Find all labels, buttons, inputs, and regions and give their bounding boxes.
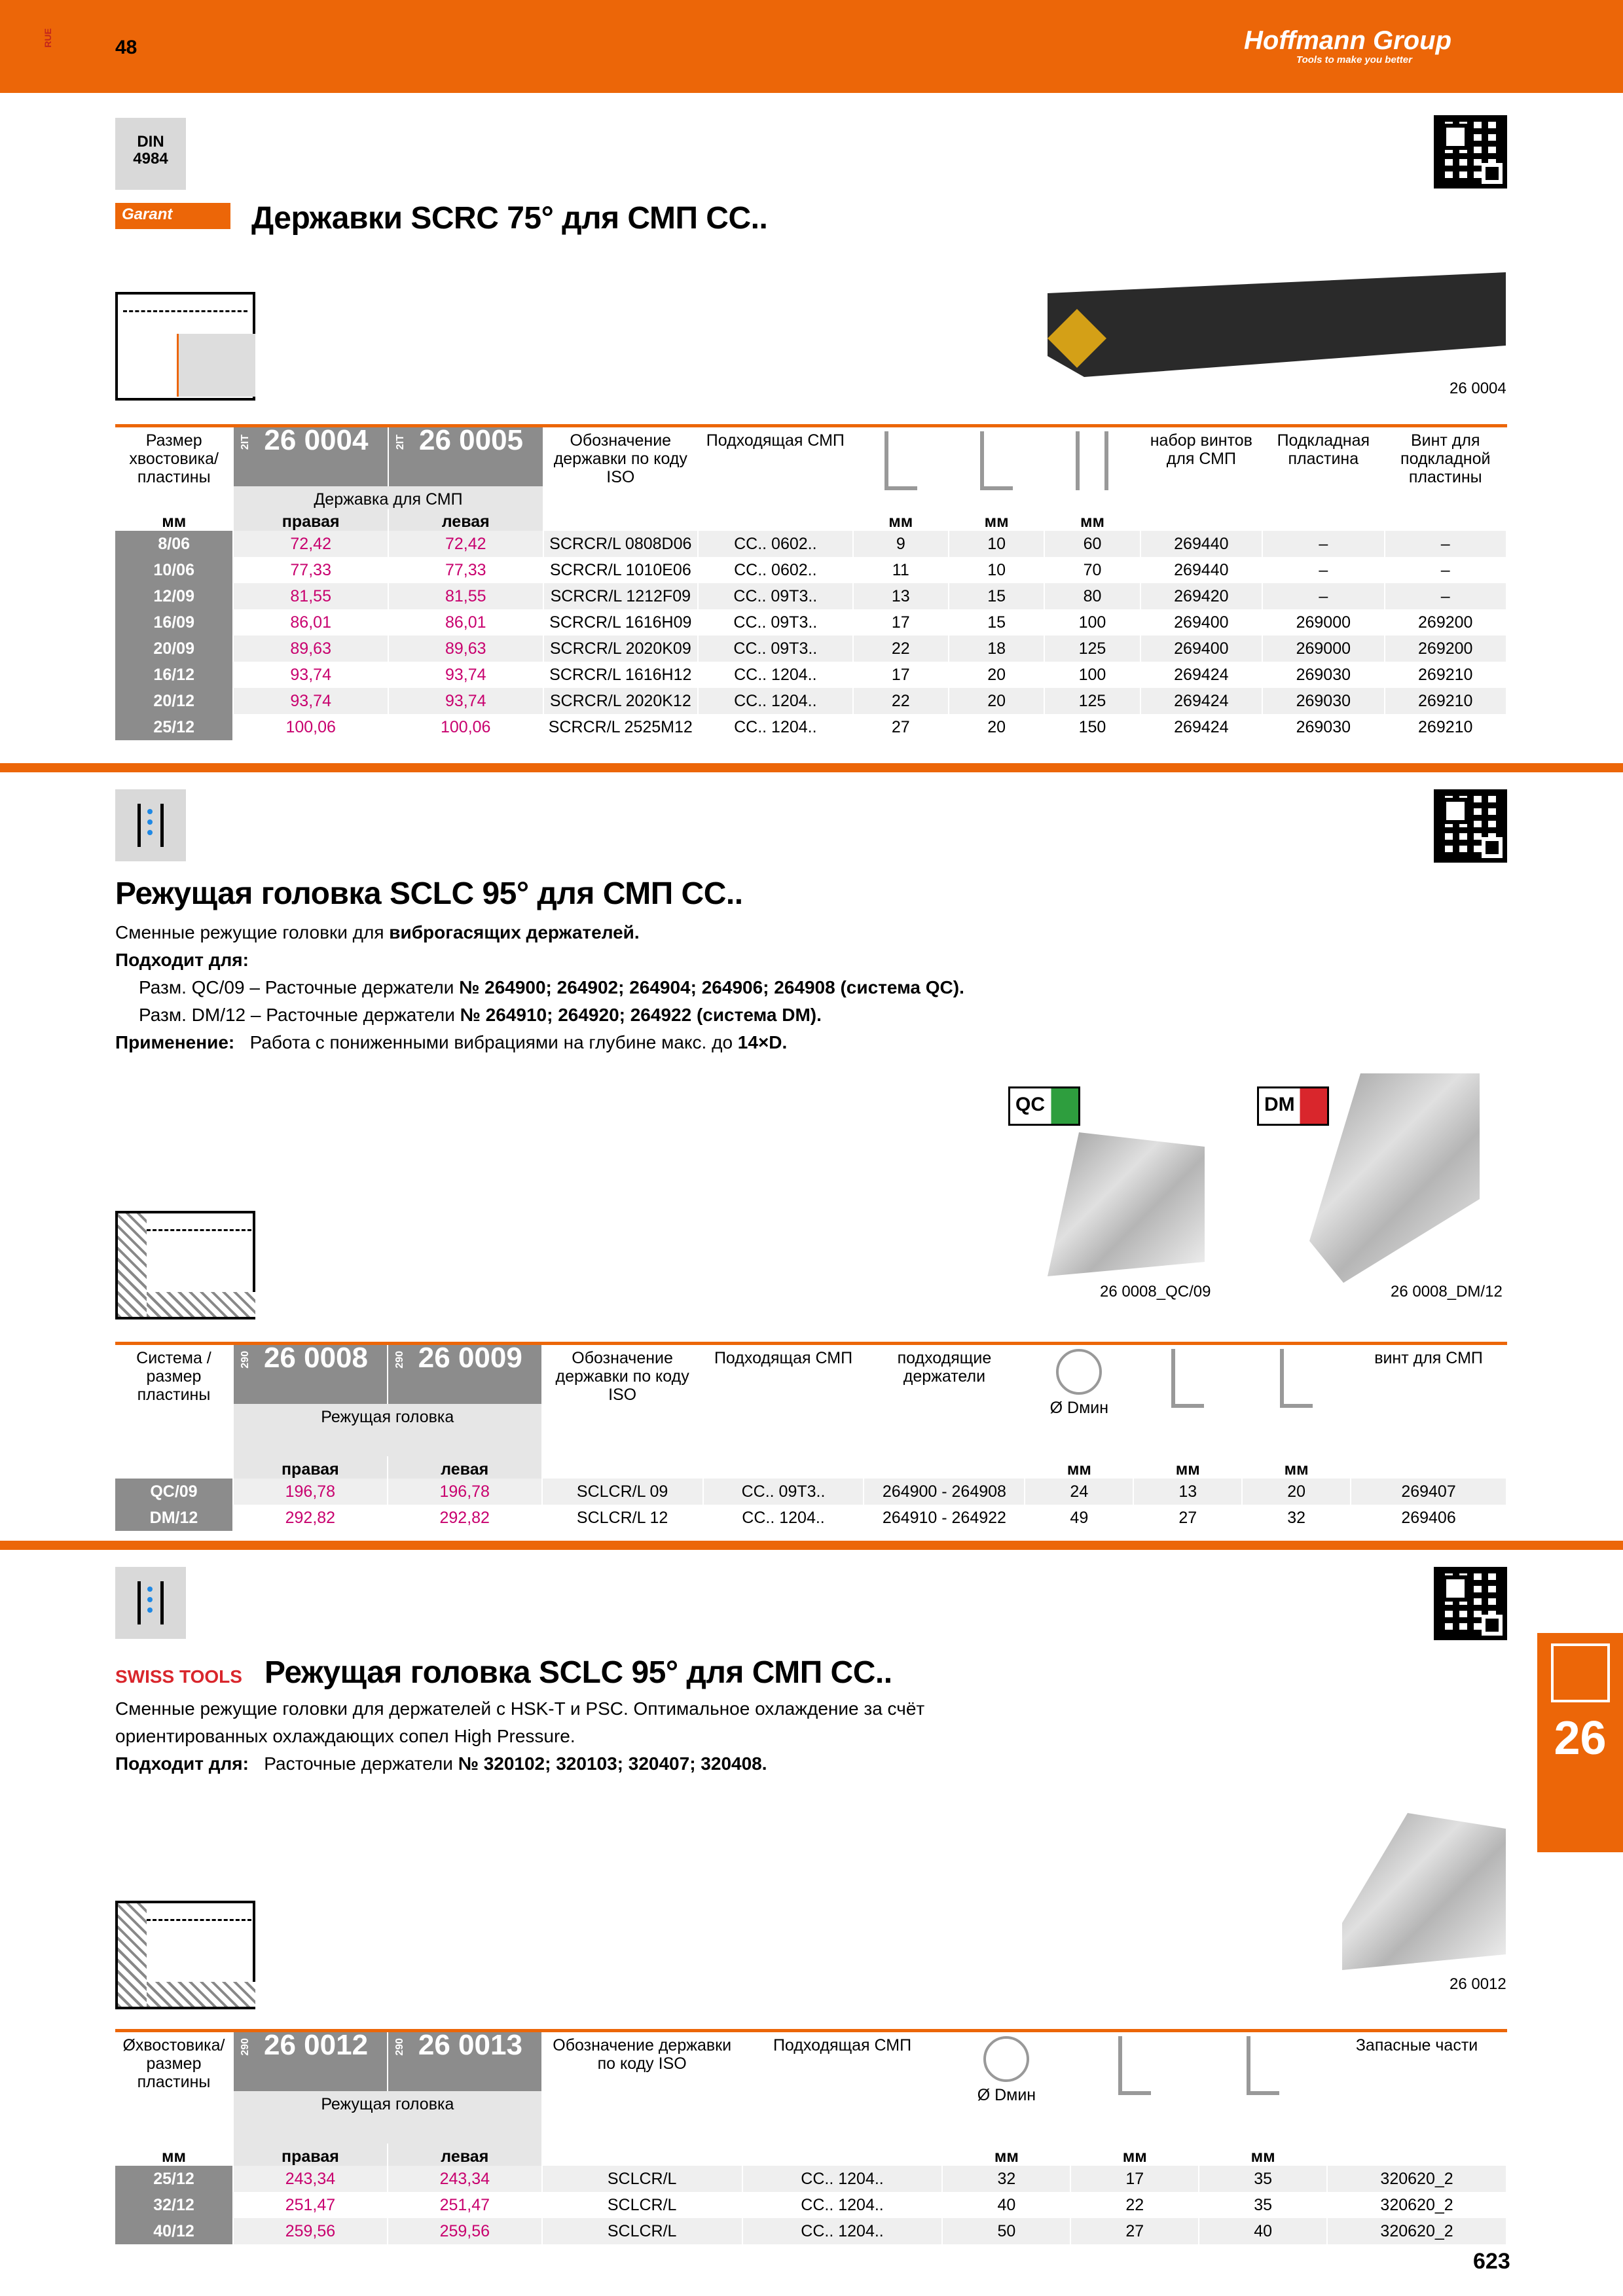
- section3-title: Режущая головка SCLC 95° для СМП CC..: [264, 1655, 892, 1690]
- qr-code[interactable]: [1434, 1567, 1507, 1640]
- head-table: Система / размер пластины 290 26 0008 290 26 0009 Обозначение державки по коду ISO Подходящая СМП подходящие держатели Ø Dмин винт для СМП Режущая головка правая левая мм мм мм QC/09 196,78 196,78 SCLCR/L 09 CC.. 09T3.. 264900 - 264908 24 13 20 269407 DM/12 292,82 292,82 SCLCR/L 12 CC.. 1204.. 264910 - 264922 49 27 32 269406: [115, 1342, 1507, 1531]
- section3-description: Сменные режущие головки для держателей с HSK-T и PSC. Оптимальное охлаждение за счёт ориентированных охлаждающих сопел High Pressure. Подходит для: Расточные держатели № 320102; 320103; 320407; 320408.: [115, 1698, 925, 1774]
- row-size-cell: 25/12: [115, 2166, 233, 2192]
- row-size-cell: QC/09: [115, 1479, 233, 1505]
- table-cell: 27: [1133, 1505, 1242, 1531]
- holder-photo: [1048, 272, 1506, 377]
- table-cell: 22: [853, 688, 949, 714]
- table-cell: 20: [949, 688, 1044, 714]
- row-size-cell: 16/09: [115, 609, 233, 636]
- table-cell: 269210: [1385, 662, 1506, 688]
- table-cell: 269000: [1262, 609, 1384, 636]
- table-cell: 269210: [1385, 714, 1506, 740]
- boring-sketch-icon: [115, 1211, 255, 1319]
- photo-caption: 26 0012: [1450, 1975, 1506, 1993]
- price-cell: 243,34: [233, 2166, 388, 2192]
- swiss-head-table: Øхвостовика/ размер пластины 290 26 0012 290 26 0013 Обозначение державки по коду ISO Подходящая СМП Ø Dмин Запасные части Режущая головка мм правая левая мм мм мм 25/12 243,34 243,34 SCLCR/L CC.. 1204.. 32 17 35 320620_2 32/12 251,47 251,47 SCLCR/L CC.. 1204.. 40 22 35 320620_2 40/12 259,56 259,56 SCLCR/L CC.. 1204.. 50 27 40 320620_2: [115, 2029, 1507, 2244]
- table-cell: 20: [1242, 1479, 1351, 1505]
- price-cell: 93,74: [388, 688, 543, 714]
- photo-caption-qc: 26 0008_QC/09: [1100, 1283, 1211, 1300]
- table-cell: 320620_2: [1327, 2218, 1506, 2244]
- table-cell: SCRCR/L 2020K09: [543, 636, 699, 662]
- row-size-cell: 8/06: [115, 531, 233, 557]
- table-cell: 70: [1044, 557, 1140, 583]
- table-cell: 20: [949, 662, 1044, 688]
- price-cell: 93,74: [388, 662, 543, 688]
- price-cell: 251,47: [233, 2192, 388, 2218]
- row-size-cell: 20/09: [115, 636, 233, 662]
- table-cell: 269400: [1140, 636, 1262, 662]
- table-row: [115, 2218, 1506, 2244]
- table-cell: SCRCR/L 0808D06: [543, 531, 699, 557]
- table-cell: 269400: [1140, 609, 1262, 636]
- swisstools-logo: SWISS TOOLS: [115, 1666, 242, 1687]
- row-size-cell: 40/12: [115, 2218, 233, 2244]
- table-cell: SCRCR/L 2525M12: [543, 714, 699, 740]
- price-cell: 81,55: [388, 583, 543, 609]
- photo-caption-dm: 26 0008_DM/12: [1391, 1283, 1503, 1300]
- table-cell: 269030: [1262, 714, 1384, 740]
- table-row: [115, 714, 1506, 740]
- price-cell: 259,56: [388, 2218, 542, 2244]
- table-cell: 27: [853, 714, 949, 740]
- table-cell: –: [1385, 531, 1506, 557]
- price-cell: 93,74: [233, 688, 388, 714]
- bore-icon: [1056, 1349, 1102, 1395]
- table-cell: SCLCR/L: [542, 2166, 742, 2192]
- table-cell: 269000: [1262, 636, 1384, 662]
- table-cell: 35: [1199, 2192, 1327, 2218]
- table-cell: 9: [853, 531, 949, 557]
- row-size-cell: 20/12: [115, 688, 233, 714]
- table-cell: 100: [1044, 662, 1140, 688]
- section2-description: Сменные режущие головки для виброгасящих держателей. Подходит для: Разм. QC/09 – Расточные держатели № 264900; 264902; 264904; 264906; 264908 (система QC). Разм. DM/12 – Расточные держатели № 264910; 264920; 264922 (система DM). Применение: Работа с пониженными вибрациями на глубине макс. до 14×D.: [115, 922, 964, 1052]
- chapter-tab[interactable]: 26: [1537, 1633, 1623, 1852]
- table-cell: 24: [1025, 1479, 1133, 1505]
- table-cell: 269420: [1140, 583, 1262, 609]
- price-cell: 93,74: [233, 662, 388, 688]
- qc-badge: QC: [1008, 1086, 1080, 1126]
- table-cell: CC.. 1204..: [698, 688, 853, 714]
- page-number: 623: [1473, 2249, 1510, 2274]
- table-cell: 269200: [1385, 609, 1506, 636]
- page-header: [0, 0, 1623, 93]
- row-size-cell: 10/06: [115, 557, 233, 583]
- price-cell: 196,78: [233, 1479, 388, 1505]
- table-cell: 49: [1025, 1505, 1133, 1531]
- table-cell: 269030: [1262, 688, 1384, 714]
- table-row: [115, 2192, 1506, 2218]
- table-cell: SCRCR/L 1616H09: [543, 609, 699, 636]
- table-row: [115, 636, 1506, 662]
- table-cell: 32: [1242, 1505, 1351, 1531]
- table-cell: 20: [949, 714, 1044, 740]
- table-cell: 27: [1070, 2218, 1199, 2244]
- table-row: [115, 1505, 1506, 1531]
- holder-table: Размер хвостовика/ пластины 2IT 26 0004 2IT 26 0005 Обозначение державки по коду ISO Подходящая СМП набор винтов для СМП Подкладная пластина Винт для подкладной пластины Державка для СМП мм правая левая мм мм мм 8/06 72,42 72,42 SCRCR/L 0808D06 CC.. 0602.. 9 10 60 269440 – – 10/06 77,33 77,33 SCRCR/L 1010E06 CC.. 0602.. 11 10 70 269440 – – 12/09 81,55 81,55 SCRCR/L 1212F09 CC.. 09T3.. 13 15 80 269420 – – 16/09 86,01 86,01 SCRCR/L 1616H09 CC.. 09T3.. 17 15 100 269400 269000 269200 20/09 89,63 89,63 SCRCR/L 2020K09 CC.. 09T3.. 22 18 125 269400 269000 269200 16/12 93,74 93,74 SCRCR/L 1616H12 CC.. 1204.. 17 20 100 269424 269030 269210 20/12 93,74 93,74 SCRCR/L 2020K12 CC.. 1204.. 22 20 125 269424 269030 269210 25/12 100,06 100,06 SCRCR/L 2525M12 CC.. 1204.. 27 20 150 269424 269030 269210: [115, 424, 1507, 740]
- table-cell: 50: [942, 2218, 1070, 2244]
- table-cell: SCRCR/L 1616H12: [543, 662, 699, 688]
- dm-badge: DM: [1257, 1086, 1329, 1126]
- table-cell: SCRCR/L 1010E06: [543, 557, 699, 583]
- table-row: [115, 531, 1506, 557]
- table-cell: 22: [853, 636, 949, 662]
- table-cell: –: [1385, 557, 1506, 583]
- price-cell: 77,33: [233, 557, 388, 583]
- row-size-cell: DM/12: [115, 1505, 233, 1531]
- table-cell: –: [1385, 583, 1506, 609]
- table-cell: 13: [1133, 1479, 1242, 1505]
- table-cell: 40: [1199, 2218, 1327, 2244]
- table-cell: 13: [853, 583, 949, 609]
- table-cell: 35: [1199, 2166, 1327, 2192]
- table-cell: 269440: [1140, 557, 1262, 583]
- row-size-cell: 12/09: [115, 583, 233, 609]
- table-cell: 269424: [1140, 714, 1262, 740]
- price-cell: 86,01: [388, 609, 543, 636]
- table-cell: CC.. 1204..: [698, 714, 853, 740]
- table-cell: –: [1262, 531, 1384, 557]
- table-cell: 150: [1044, 714, 1140, 740]
- page-number-left: 48: [115, 37, 137, 58]
- table-cell: 264900 - 264908: [864, 1479, 1025, 1505]
- table-cell: CC.. 1204..: [742, 2166, 943, 2192]
- table-cell: 269440: [1140, 531, 1262, 557]
- price-cell: 77,33: [388, 557, 543, 583]
- table-cell: 10: [949, 531, 1044, 557]
- table-cell: 125: [1044, 688, 1140, 714]
- table-cell: 15: [949, 583, 1044, 609]
- table-cell: CC.. 09T3..: [698, 609, 853, 636]
- table-cell: 100: [1044, 609, 1140, 636]
- price-cell: 196,78: [388, 1479, 542, 1505]
- price-cell: 292,82: [233, 1505, 388, 1531]
- garant-logo: Garant: [115, 203, 230, 229]
- table-cell: 269406: [1351, 1505, 1506, 1531]
- section-divider: [0, 1541, 1623, 1550]
- section2-title: Режущая головка SCLC 95° для СМП CC..: [115, 876, 743, 911]
- row-size-cell: 25/12: [115, 714, 233, 740]
- table-cell: CC.. 1204..: [742, 2192, 943, 2218]
- rue-marker: RUE: [42, 28, 53, 48]
- table-row: [115, 1479, 1506, 1505]
- table-cell: SCRCR/L 1212F09: [543, 583, 699, 609]
- hoffmann-logo: Hoffmann Group Tools to make you better: [1244, 26, 1452, 65]
- table-cell: 60: [1044, 531, 1140, 557]
- dim-icon-3: [1044, 426, 1140, 509]
- section1-title: Державки SCRC 75° для СМП CC..: [251, 201, 768, 236]
- table-cell: –: [1262, 557, 1384, 583]
- row-size-cell: 16/12: [115, 662, 233, 688]
- table-cell: CC.. 1204..: [698, 662, 853, 688]
- table-cell: 22: [1070, 2192, 1199, 2218]
- price-cell: 251,47: [388, 2192, 542, 2218]
- table-cell: 80: [1044, 583, 1140, 609]
- table-cell: 17: [1070, 2166, 1199, 2192]
- table-cell: 269200: [1385, 636, 1506, 662]
- price-cell: 100,06: [388, 714, 543, 740]
- table-cell: 269424: [1140, 662, 1262, 688]
- table-cell: 11: [853, 557, 949, 583]
- dim-icon-5: [1242, 1344, 1351, 1457]
- table-cell: SCLCR/L: [542, 2218, 742, 2244]
- table-cell: SCLCR/L 09: [542, 1479, 703, 1505]
- dim-icon-2: [949, 426, 1044, 509]
- head-photo: [1342, 1813, 1506, 1970]
- head-qc-photo: [1048, 1132, 1205, 1276]
- price-cell: 89,63: [233, 636, 388, 662]
- turning-sketch-icon: [115, 292, 255, 401]
- dim-icon-7: [1199, 2031, 1327, 2144]
- turning-tool-icon: [1551, 1643, 1610, 1702]
- table-row: [115, 688, 1506, 714]
- price-cell: 243,34: [388, 2166, 542, 2192]
- table-cell: 40: [942, 2192, 1070, 2218]
- table-cell: CC.. 09T3..: [698, 583, 853, 609]
- table-cell: 320620_2: [1327, 2192, 1506, 2218]
- table-cell: CC.. 0602..: [698, 557, 853, 583]
- table-cell: CC.. 09T3..: [698, 636, 853, 662]
- price-cell: 81,55: [233, 583, 388, 609]
- dim-icon-6: [1070, 2031, 1199, 2144]
- table-cell: SCLCR/L: [542, 2192, 742, 2218]
- table-cell: 15: [949, 609, 1044, 636]
- table-cell: 125: [1044, 636, 1140, 662]
- table-cell: 17: [853, 609, 949, 636]
- table-cell: 269210: [1385, 688, 1506, 714]
- head-dm-photo: [1309, 1073, 1480, 1283]
- table-cell: 10: [949, 557, 1044, 583]
- section-divider: [0, 763, 1623, 772]
- table-cell: SCRCR/L 2020K12: [543, 688, 699, 714]
- price-cell: 72,42: [388, 531, 543, 557]
- table-cell: 269407: [1351, 1479, 1506, 1505]
- table-cell: 17: [853, 662, 949, 688]
- table-cell: 32: [942, 2166, 1070, 2192]
- table-cell: 269424: [1140, 688, 1262, 714]
- table-row: [115, 2166, 1506, 2192]
- table-cell: SCLCR/L 12: [542, 1505, 703, 1531]
- price-cell: 259,56: [233, 2218, 388, 2244]
- table-cell: 18: [949, 636, 1044, 662]
- table-cell: 264910 - 264922: [864, 1505, 1025, 1531]
- table-row: [115, 583, 1506, 609]
- qr-code[interactable]: [1434, 789, 1507, 863]
- coolant-icon: [115, 1567, 186, 1639]
- row-size-cell: 32/12: [115, 2192, 233, 2218]
- price-cell: 89,63: [388, 636, 543, 662]
- price-cell: 86,01: [233, 609, 388, 636]
- bore-icon: [983, 2036, 1029, 2082]
- dim-icon-4: [1133, 1344, 1242, 1457]
- table-row: [115, 609, 1506, 636]
- table-cell: CC.. 0602..: [698, 531, 853, 557]
- din-badge: DIN 4984: [115, 118, 186, 190]
- table-row: [115, 662, 1506, 688]
- photo-caption: 26 0004: [1450, 380, 1506, 397]
- coolant-icon: [115, 789, 186, 861]
- boring-sketch-icon: [115, 1901, 255, 2009]
- table-row: [115, 557, 1506, 583]
- table-cell: CC.. 09T3..: [703, 1479, 864, 1505]
- price-cell: 72,42: [233, 531, 388, 557]
- price-cell: 100,06: [233, 714, 388, 740]
- table-cell: –: [1262, 583, 1384, 609]
- qr-code[interactable]: [1434, 115, 1507, 188]
- dim-icon-1: [853, 426, 949, 509]
- table-cell: 269030: [1262, 662, 1384, 688]
- price-cell: 292,82: [388, 1505, 542, 1531]
- table-cell: 320620_2: [1327, 2166, 1506, 2192]
- table-cell: CC.. 1204..: [742, 2218, 943, 2244]
- table-cell: CC.. 1204..: [703, 1505, 864, 1531]
